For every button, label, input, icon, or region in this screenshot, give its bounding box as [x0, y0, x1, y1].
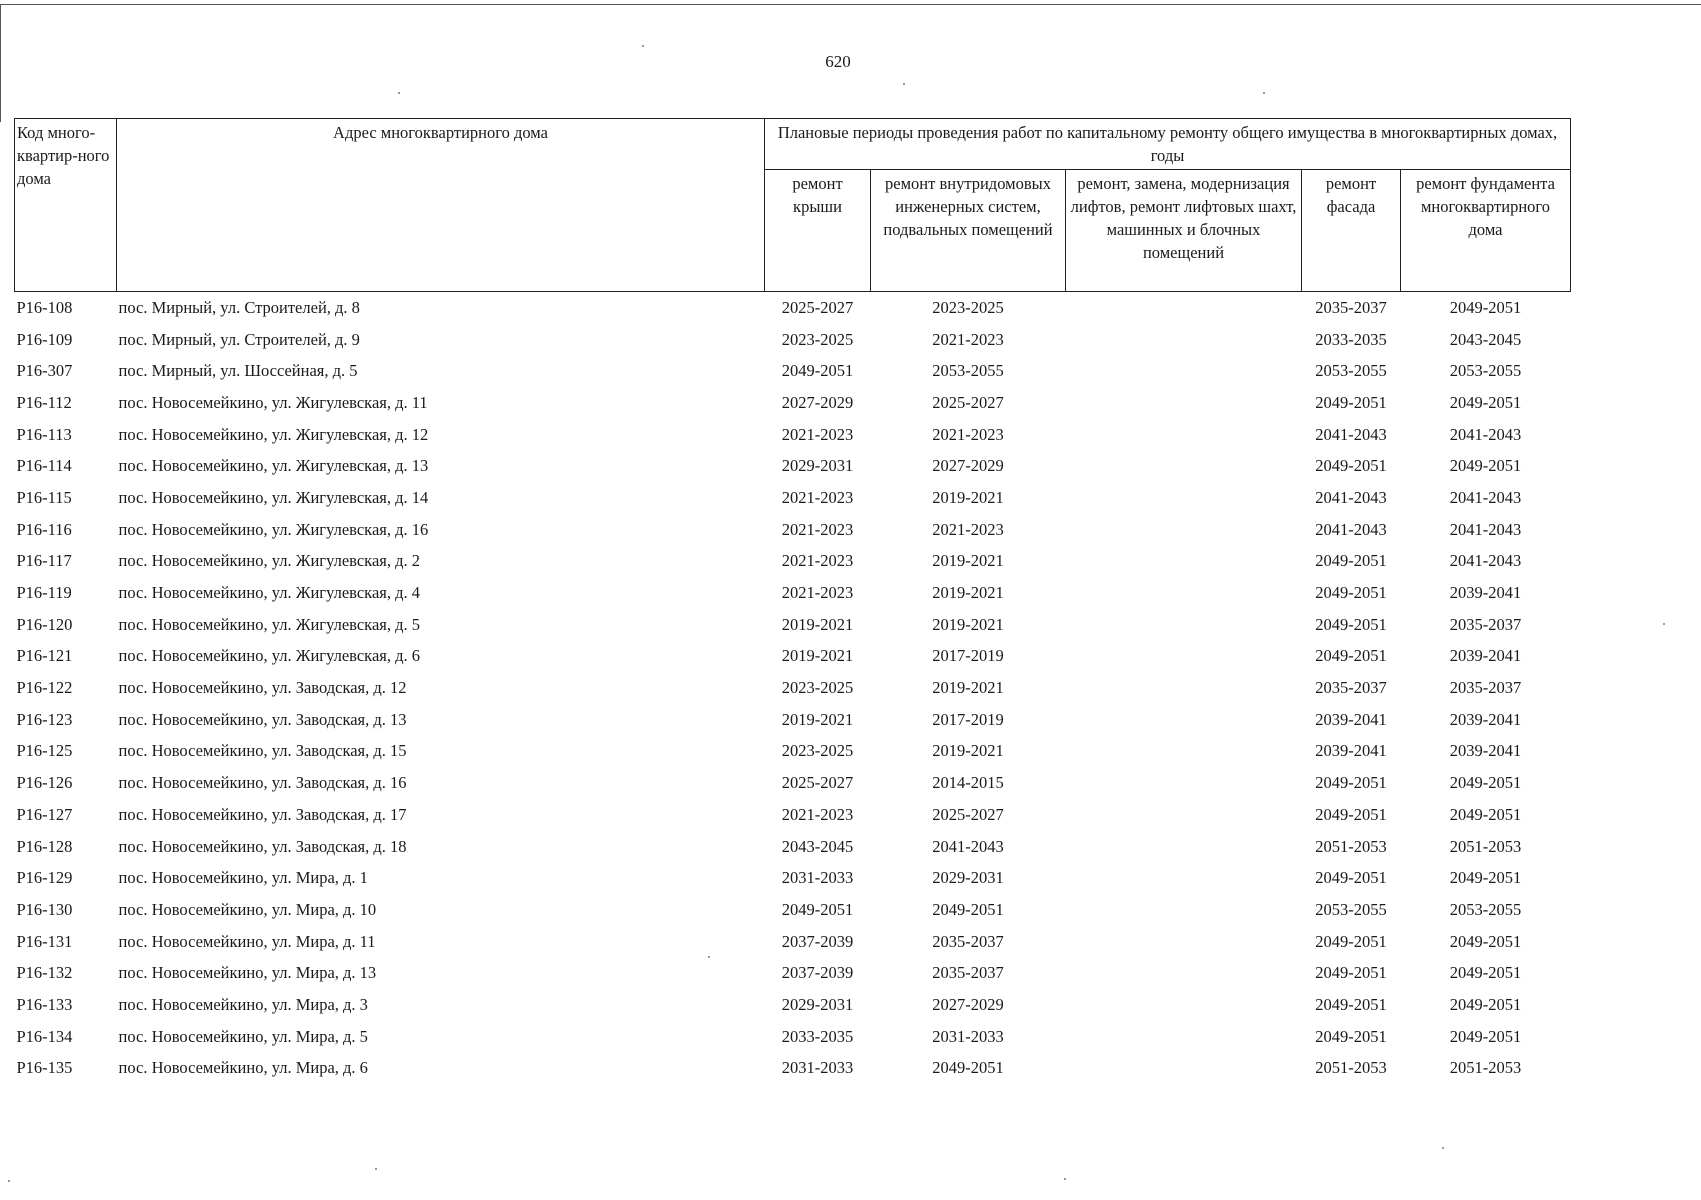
table-row: [15, 641, 1571, 673]
cell-elevators: [1066, 894, 1302, 926]
page-number: 620: [825, 52, 851, 71]
cell-address: пос. Новосемейкино, ул. Мира, д. 10: [118, 899, 377, 919]
cell-engineering: 2021-2023: [932, 519, 1004, 539]
cell-code: P16-307: [16, 361, 73, 381]
scan-speck: [375, 1168, 377, 1170]
cell-engineering: 2035-2037: [932, 963, 1004, 983]
cell-facade: 2049-2051: [1315, 931, 1387, 951]
table-row: [15, 831, 1571, 863]
cell-engineering: 2025-2027: [932, 804, 1004, 824]
cell-code: P16-120: [16, 614, 73, 634]
cell-foundation: 2049-2051: [1449, 963, 1522, 983]
table-row: [15, 989, 1571, 1021]
cell-address: пос. Новосемейкино, ул. Мира, д. 1: [118, 868, 368, 888]
cell-facade: 2049-2051: [1315, 868, 1387, 888]
cell-address: пос. Новосемейкино, ул. Мира, д. 13: [118, 963, 377, 983]
cell-code: P16-117: [16, 551, 72, 571]
cell-foundation: 2049-2051: [1449, 297, 1522, 317]
cell-foundation: 2049-2051: [1449, 994, 1522, 1014]
cell-address: пос. Новосемейкино, ул. Заводская, д. 18: [118, 836, 407, 856]
table-row: [15, 577, 1571, 609]
cell-foundation: 2049-2051: [1449, 392, 1522, 412]
cell-elevators: [1066, 736, 1302, 768]
cell-foundation: 2051-2053: [1449, 1058, 1522, 1078]
cell-facade: 2041-2043: [1315, 487, 1387, 507]
cell-code: P16-129: [16, 868, 73, 888]
cell-engineering: 2014-2015: [932, 773, 1004, 793]
table-row: [15, 482, 1571, 514]
cell-address: пос. Новосемейкино, ул. Жигулевская, д. 16: [118, 519, 429, 539]
table-row: [15, 1053, 1571, 1085]
table-row: [15, 1021, 1571, 1053]
cell-engineering: 2019-2021: [932, 583, 1004, 603]
cell-foundation: 2053-2055: [1449, 361, 1522, 381]
header-periods-group: Плановые периоды проведения работ по капитальному ремонту общего имущества в многоквартирных домах, годы: [765, 119, 1571, 170]
table-row: [15, 894, 1571, 926]
cell-engineering: 2029-2031: [932, 868, 1004, 888]
cell-roof: 2029-2031: [781, 456, 854, 476]
cell-code: P16-131: [16, 931, 73, 951]
cell-facade: 2049-2051: [1315, 392, 1387, 412]
cell-roof: 2049-2051: [781, 899, 854, 919]
cell-engineering: 2021-2023: [932, 424, 1004, 444]
cell-roof: 2021-2023: [781, 551, 854, 571]
cell-facade: 2041-2043: [1315, 519, 1387, 539]
cell-address: пос. Новосемейкино, ул. Мира, д. 11: [118, 931, 376, 951]
cell-facade: 2049-2051: [1315, 456, 1387, 476]
cell-code: P16-126: [16, 773, 73, 793]
cell-roof: 2019-2021: [781, 709, 854, 729]
table-row: [15, 450, 1571, 482]
cell-elevators: [1066, 641, 1302, 673]
cell-engineering: 2017-2019: [932, 709, 1004, 729]
cell-roof: 2049-2051: [781, 361, 854, 381]
cell-elevators: [1066, 292, 1302, 324]
cell-code: P16-115: [16, 487, 72, 507]
cell-code: P16-133: [16, 994, 73, 1014]
cell-foundation: 2049-2051: [1449, 804, 1522, 824]
cell-roof: 2021-2023: [781, 487, 854, 507]
scan-speck: [708, 956, 710, 958]
cell-elevators: [1066, 1053, 1302, 1085]
cell-code: P16-112: [16, 392, 72, 412]
cell-roof: 2031-2033: [781, 1058, 854, 1078]
cell-address: пос. Новосемейкино, ул. Жигулевская, д. 6: [118, 646, 421, 666]
cell-address: пос. Новосемейкино, ул. Жигулевская, д. 2: [118, 551, 421, 571]
cell-roof: 2021-2023: [781, 583, 854, 603]
cell-code: P16-135: [16, 1058, 73, 1078]
cell-address: пос. Новосемейкино, ул. Мира, д. 3: [118, 994, 368, 1014]
cell-roof: 2023-2025: [781, 678, 854, 698]
cell-elevators: [1066, 862, 1302, 894]
cell-elevators: [1066, 450, 1302, 482]
cell-address: пос. Новосемейкино, ул. Мира, д. 5: [118, 1026, 368, 1046]
cell-foundation: 2049-2051: [1449, 931, 1522, 951]
cell-elevators: [1066, 767, 1302, 799]
table-body: [15, 292, 1571, 1085]
cell-code: P16-122: [16, 678, 73, 698]
cell-address: пос. Новосемейкино, ул. Заводская, д. 12: [118, 678, 407, 698]
table-row: [15, 862, 1571, 894]
cell-code: P16-127: [16, 804, 73, 824]
cell-engineering: 2049-2051: [932, 899, 1004, 919]
table-row: [15, 767, 1571, 799]
cell-code: P16-113: [16, 424, 72, 444]
scan-speck: [1064, 1178, 1066, 1180]
scan-speck: [8, 1180, 10, 1182]
cell-foundation: 2049-2051: [1449, 1026, 1522, 1046]
cell-facade: 2053-2055: [1315, 361, 1387, 381]
cell-elevators: [1066, 989, 1302, 1021]
cell-engineering: 2035-2037: [932, 931, 1004, 951]
cell-elevators: [1066, 482, 1302, 514]
cell-code: P16-134: [16, 1026, 73, 1046]
cell-code: P16-116: [16, 519, 72, 539]
cell-foundation: 2041-2043: [1449, 519, 1522, 539]
cell-roof: 2023-2025: [781, 741, 854, 761]
cell-facade: 2049-2051: [1315, 994, 1387, 1014]
cell-elevators: [1066, 609, 1302, 641]
cell-code: P16-121: [16, 646, 73, 666]
capital-repair-schedule-table: [14, 118, 1571, 1084]
cell-facade: 2033-2035: [1315, 329, 1387, 349]
header-roof: ремонт крыши: [765, 170, 871, 292]
cell-foundation: 2035-2037: [1449, 678, 1522, 698]
cell-foundation: 2039-2041: [1449, 709, 1522, 729]
cell-engineering: 2019-2021: [932, 741, 1004, 761]
header-code: Код много-квартир-ного дома: [15, 119, 117, 292]
cell-engineering: 2019-2021: [932, 614, 1004, 634]
table-row: [15, 355, 1571, 387]
cell-address: пос. Новосемейкино, ул. Заводская, д. 13: [118, 709, 407, 729]
cell-address: пос. Новосемейкино, ул. Жигулевская, д. 4: [118, 583, 421, 603]
cell-elevators: [1066, 831, 1302, 863]
cell-facade: 2049-2051: [1315, 583, 1387, 603]
table-row: [15, 324, 1571, 356]
cell-address: пос. Новосемейкино, ул. Заводская, д. 15: [118, 741, 407, 761]
cell-engineering: 2049-2051: [932, 1058, 1004, 1078]
cell-engineering: 2053-2055: [932, 361, 1004, 381]
cell-facade: 2051-2053: [1315, 836, 1387, 856]
cell-engineering: 2027-2029: [932, 994, 1004, 1014]
cell-roof: 2023-2025: [781, 329, 854, 349]
table-row: [15, 292, 1571, 324]
cell-foundation: 2049-2051: [1449, 868, 1522, 888]
cell-foundation: 2039-2041: [1449, 583, 1522, 603]
cell-foundation: 2041-2043: [1449, 551, 1522, 571]
table-row: [15, 736, 1571, 768]
table-row: [15, 799, 1571, 831]
cell-engineering: 2019-2021: [932, 487, 1004, 507]
cell-facade: 2049-2051: [1315, 804, 1387, 824]
cell-engineering: 2017-2019: [932, 646, 1004, 666]
cell-facade: 2041-2043: [1315, 424, 1387, 444]
cell-code: P16-130: [16, 899, 73, 919]
cell-elevators: [1066, 957, 1302, 989]
cell-foundation: 2039-2041: [1449, 646, 1522, 666]
cell-facade: 2039-2041: [1315, 741, 1387, 761]
cell-address: пос. Новосемейкино, ул. Жигулевская, д. 5: [118, 614, 421, 634]
cell-elevators: [1066, 926, 1302, 958]
cell-address: пос. Новосемейкино, ул. Жигулевская, д. 11: [118, 392, 428, 412]
cell-engineering: 2025-2027: [932, 392, 1004, 412]
cell-elevators: [1066, 546, 1302, 578]
cell-facade: 2049-2051: [1315, 551, 1387, 571]
cell-roof: 2019-2021: [781, 614, 854, 634]
scan-speck: [903, 83, 905, 85]
cell-elevators: [1066, 704, 1302, 736]
cell-address: пос. Новосемейкино, ул. Мира, д. 6: [118, 1058, 368, 1078]
cell-foundation: 2039-2041: [1449, 741, 1522, 761]
cell-address: пос. Новосемейкино, ул. Жигулевская, д. 14: [118, 487, 429, 507]
cell-foundation: 2053-2055: [1449, 899, 1522, 919]
cell-elevators: [1066, 324, 1302, 356]
cell-facade: 2049-2051: [1315, 963, 1387, 983]
cell-code: P16-109: [16, 329, 73, 349]
cell-roof: 2021-2023: [781, 519, 854, 539]
cell-elevators: [1066, 387, 1302, 419]
table-row: [15, 387, 1571, 419]
cell-facade: 2051-2053: [1315, 1058, 1387, 1078]
cell-facade: 2049-2051: [1315, 1026, 1387, 1046]
cell-foundation: 2043-2045: [1449, 329, 1522, 349]
cell-facade: 2049-2051: [1315, 773, 1387, 793]
cell-code: P16-132: [16, 963, 73, 983]
scan-speck: [398, 92, 400, 94]
cell-address: пос. Мирный, ул. Строителей, д. 9: [118, 329, 360, 349]
cell-code: P16-119: [16, 583, 72, 603]
cell-foundation: 2049-2051: [1449, 456, 1522, 476]
table-row: [15, 926, 1571, 958]
cell-facade: 2039-2041: [1315, 709, 1387, 729]
table-row: [15, 514, 1571, 546]
cell-roof: 2027-2029: [781, 392, 854, 412]
cell-roof: 2043-2045: [781, 836, 854, 856]
cell-facade: 2053-2055: [1315, 899, 1387, 919]
scan-speck: [1263, 92, 1265, 94]
cell-foundation: 2051-2053: [1449, 836, 1522, 856]
cell-foundation: 2041-2043: [1449, 424, 1522, 444]
cell-engineering: 2023-2025: [932, 297, 1004, 317]
header-engineering: ремонт внутридомовых инженерных систем, подвальных помещений: [871, 170, 1066, 292]
cell-address: пос. Мирный, ул. Шоссейная, д. 5: [118, 361, 358, 381]
table-row: [15, 546, 1571, 578]
table-header: [15, 119, 1571, 292]
table-row: [15, 957, 1571, 989]
cell-elevators: [1066, 1021, 1302, 1053]
cell-elevators: [1066, 355, 1302, 387]
cell-engineering: 2031-2033: [932, 1026, 1004, 1046]
table-row: [15, 704, 1571, 736]
cell-roof: 2025-2027: [781, 773, 854, 793]
cell-facade: 2049-2051: [1315, 646, 1387, 666]
cell-roof: 2037-2039: [781, 963, 854, 983]
cell-engineering: 2027-2029: [932, 456, 1004, 476]
cell-elevators: [1066, 514, 1302, 546]
cell-engineering: 2021-2023: [932, 329, 1004, 349]
header-facade: ремонт фасада: [1302, 170, 1401, 292]
cell-foundation: 2035-2037: [1449, 614, 1522, 634]
cell-facade: 2035-2037: [1315, 678, 1387, 698]
cell-elevators: [1066, 419, 1302, 451]
cell-elevators: [1066, 672, 1302, 704]
cell-elevators: [1066, 577, 1302, 609]
cell-roof: 2037-2039: [781, 931, 854, 951]
cell-code: P16-125: [16, 741, 73, 761]
cell-roof: 2029-2031: [781, 994, 854, 1014]
cell-roof: 2019-2021: [781, 646, 854, 666]
scan-speck: [1442, 1147, 1444, 1149]
table-row: [15, 609, 1571, 641]
cell-address: пос. Новосемейкино, ул. Жигулевская, д. 13: [118, 456, 429, 476]
cell-engineering: 2041-2043: [932, 836, 1004, 856]
cell-engineering: 2019-2021: [932, 551, 1004, 571]
cell-address: пос. Новосемейкино, ул. Жигулевская, д. 12: [118, 424, 429, 444]
cell-facade: 2049-2051: [1315, 614, 1387, 634]
cell-facade: 2035-2037: [1315, 297, 1387, 317]
cell-address: пос. Новосемейкино, ул. Заводская, д. 17: [118, 804, 407, 824]
header-elevators: ремонт, замена, модернизация лифтов, ремонт лифтовых шахт, машинных и блочных помещений: [1066, 170, 1302, 292]
cell-foundation: 2049-2051: [1449, 773, 1522, 793]
cell-roof: 2033-2035: [781, 1026, 854, 1046]
table-row: [15, 672, 1571, 704]
header-address: Адрес многоквартирного дома: [117, 119, 765, 292]
cell-elevators: [1066, 799, 1302, 831]
cell-code: P16-123: [16, 709, 73, 729]
header-foundation: ремонт фундамента многоквартирного дома: [1401, 170, 1571, 292]
table-row: [15, 419, 1571, 451]
cell-engineering: 2019-2021: [932, 678, 1004, 698]
scan-speck: [642, 45, 644, 47]
cell-address: пос. Мирный, ул. Строителей, д. 8: [118, 297, 360, 317]
cell-roof: 2025-2027: [781, 297, 854, 317]
cell-foundation: 2041-2043: [1449, 487, 1522, 507]
page-border-top: [0, 4, 1701, 5]
cell-roof: 2021-2023: [781, 424, 854, 444]
cell-address: пос. Новосемейкино, ул. Заводская, д. 16: [118, 773, 407, 793]
cell-code: P16-114: [16, 456, 72, 476]
cell-roof: 2031-2033: [781, 868, 854, 888]
cell-code: P16-128: [16, 836, 73, 856]
cell-roof: 2021-2023: [781, 804, 854, 824]
cell-code: P16-108: [16, 297, 73, 317]
scan-speck: [1663, 623, 1665, 625]
